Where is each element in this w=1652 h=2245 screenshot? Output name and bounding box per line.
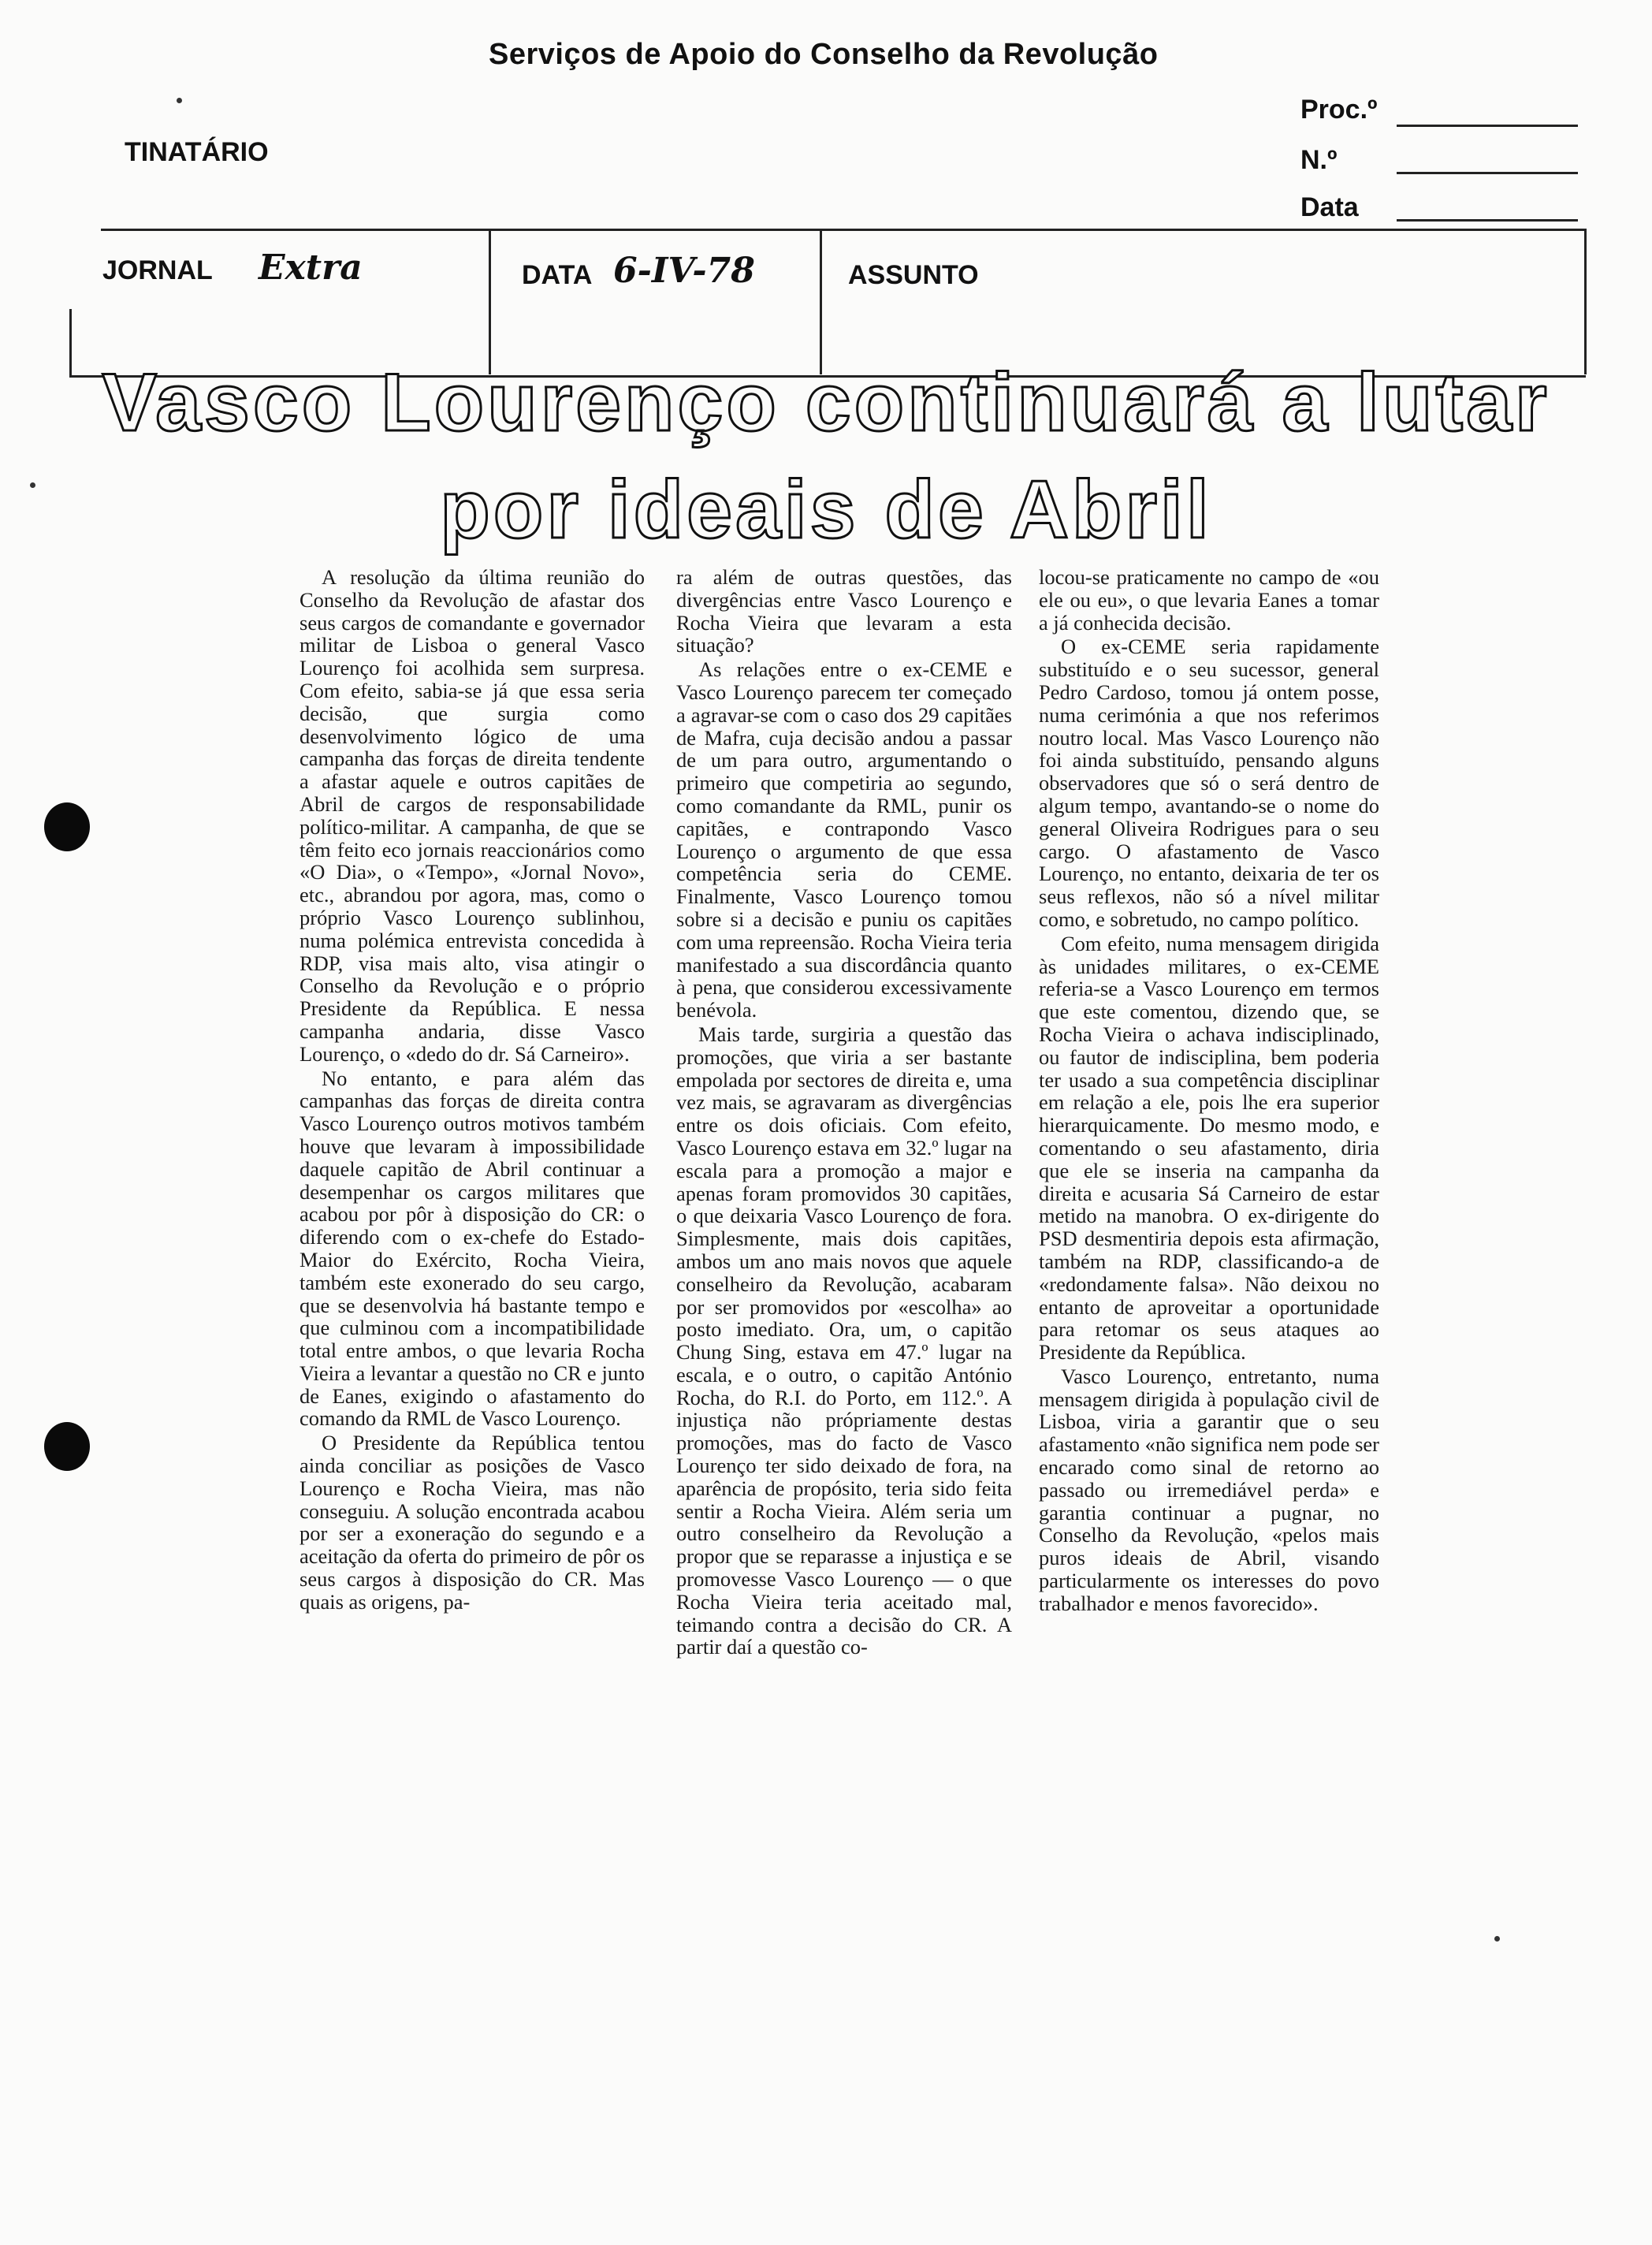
- form-divider-2: [820, 229, 822, 374]
- form-divider-1: [489, 229, 491, 374]
- col1-paragraph-1: A resolução da última reunião do Conselho da Revolução de afastar dos seus cargos de comandante e governador militar de Lisboa o general Vasco Lourenço foi acolhida sem surpresa. Com efeito, sabia-se já que essa seria decisão, que surgia como desenvolvimento lógico de uma campanha das forças de direita tendente a afastar aquele e outros capitães de Abril de cargos de responsabilidade político-militar. A campanha, de que se têm feito eco jornais reaccionários como «O Dia», o «Tempo», «Jornal Novo», etc., abrandou por agora, mas, como o próprio Vasco Lourenço sublinhou, numa polémica entrevista concedida à RDP, visa mais alto, visa atingir o Conselho da Revolução e o próprio Presidente da República. E nessa campanha andaria, disse Vasco Lourenço, o «dedo do dr. Sá Carneiro».: [300, 565, 645, 1066]
- col1-paragraph-2: No entanto, e para além das campanhas das forças de direita contra Vasco Lourenço outros motivos também houve que levaram à impossibilidade daquele capitão de Abril continuar a desempenhar os cargos militares que acabou por pôr à disposição do CR: o diferendo com o ex-chefe do Estado-Maior do Exército, Rocha Vieira, também este exonerado do seu cargo, que se desenvolvia há bastante tempo e que culminou com a incompatibilidade total entre ambos, o que levaria Rocha Vieira a levantar a questão no CR e junto de Eanes, exigindo o afastamento do comando da RML de Vasco Lourenço.: [300, 1066, 645, 1431]
- destinatario-label: TINATÁRIO: [125, 137, 269, 167]
- col2-paragraph-3: Mais tarde, surgiria a questão das promoções, que viria a ser bastante empolada por sectores de direita e, uma vez mais, se agravaram as divergências entre os dois oficiais. Com efeito, Vasco Lourenço estava em 32.º lugar na escala para a promoção a major e apenas foram promovidos 30 capitães, o que deixaria Vasco Lourenço de fora. Simplesmente, mais dois capitães, ambos um ano mais novos que aquele conselheiro da Revolução, acabaram por ser promovidos por «escolha» ao posto imediato. Ora, um, o capitão Chung Sing, estava em 47.º lugar na escala, e o outro, o capitão António Rocha, do R.I. do Porto, em 112.º. A injustiça não própriamente destas promoções, mas do facto de Vasco Lourenço ter sido deixado de fora, na aparência de propósito, teria sido feita sentir a Rocha Vieira. Além seria um outro conselheiro da Revolução a propor que se reparasse a injustiça e se promovesse Vasco Lourenço — o que Rocha Vieira teria aceitado mal, teimando contra a decisão do CR. A partir daí a questão co-: [676, 1022, 1012, 1659]
- speck: [1494, 1936, 1500, 1942]
- article-column-3: [1039, 566, 1379, 1617]
- col2-paragraph-2: As relações entre o ex-CEME e Vasco Lourenço parecem ter começado a agravar-se com o caso dos 29 capitães de Mafra, cuja decisão andou a passar de um para outro, argumentando o primeiro que competiria ao segundo, como comandante da RML, punir os capitães, e contrapondo Vasco Lourenço o argumento de que essa competência seria do CEME. Finalmente, Vasco Lourenço tomou sobre si a decisão e puniu os capitães com uma repreensão. Rocha Vieira teria manifestado a sua discordância quanto à pena, que considerou excessivamente benévola.: [676, 657, 1012, 1022]
- proc-label: Proc.º: [1300, 95, 1378, 125]
- proc-line: [1397, 125, 1578, 127]
- office-title: Serviços de Apoio do Conselho da Revolução: [489, 38, 1159, 71]
- form-divider-3: [1584, 229, 1587, 374]
- headline-line2: por ideais de Abril: [440, 464, 1212, 556]
- data-meta-line: [1397, 219, 1578, 222]
- col3-paragraph-2: O ex-CEME seria rapidamente substituído e o seu sucessor, general Pedro Cardoso, tomou já ontem posse, numa cerimónia a que nos referimos noutro local. Mas Vasco Lourenço não foi ainda substituído, pensando alguns observadores que só o será dentro de algum tempo, avantando-se o nome do general Oliveira Rodrigues para o seu cargo. O afastamento de Vasco Lourenço, no entanto, deixaria de ter os seus reflexos, não só a nível militar como, e sobretudo, no campo político.: [1039, 635, 1379, 931]
- numero-line: [1397, 172, 1578, 174]
- assunto-label: ASSUNTO: [848, 260, 979, 290]
- headline-line1: Vasco Lourenço continuará a lutar: [102, 357, 1550, 449]
- col2-paragraph-1: ra além de outras questões, das divergências entre Vasco Lourenço e Rocha Vieira que levaram a esta situação?: [676, 565, 1012, 657]
- jornal-label: JORNAL: [102, 255, 213, 285]
- col1-paragraph-3: O Presidente da República tentou ainda conciliar as posições de Vasco Lourenço e Rocha Vieira, mas não conseguiu. A solução encontrada acabou por ser a exoneração do segundo e a aceitação da oferta do primeiro de pôr os seus cargos à disposição do CR. Mas quais as origens, pa-: [300, 1431, 645, 1614]
- speck: [30, 482, 35, 488]
- article-column-1: [300, 566, 645, 1615]
- data-meta-label: Data: [1300, 192, 1359, 222]
- data-label: DATA: [522, 260, 593, 290]
- numero-label: N.º: [1300, 145, 1338, 175]
- form-top-rule: [101, 229, 1586, 231]
- punch-hole-top: [44, 802, 90, 851]
- col3-paragraph-3: Com efeito, numa mensagem dirigida às unidades militares, o ex-CEME referia-se a Vasco Lourenço em termos que este comentou, dizendo que, se Rocha Vieira o achava indisciplinado, ou fautor de indisciplina, bem poderia ter usado a sua competência disciplinar em relação a ele, pois lhe era superior hierarquicamente. Do mesmo modo, e comentando o seu afastamento, diria que ele se inseria na campanha da direita e acusaria Sá Carneiro de estar metido na manobra. O ex-dirigente do PSD desmentiria depois esta afirmação, também na RDP, classificando-a de «redondamente falsa». Não deixou no entanto de aproveitar a oportunidade para retomar os seus ataques ao Presidente da República.: [1039, 931, 1379, 1364]
- article-column-2: [676, 566, 1012, 1660]
- punch-hole-bottom: [44, 1422, 90, 1471]
- col3-paragraph-1: locou-se praticamente no campo de «ou ele ou eu», o que levaria Eanes a tomar a já conhecida decisão.: [1039, 565, 1379, 635]
- speck: [177, 98, 182, 103]
- data-value: 6-IV-78: [613, 251, 755, 291]
- col3-paragraph-4: Vasco Lourenço, entretanto, numa mensagem dirigida à população civil de Lisboa, viria a garantir que o seu afastamento «não significa nem pode ser encarado como sinal de retorno ao passado ou irremediável perda» e garantia continuar a pugnar, no Conselho da Revolução, «pelos mais puros ideais de Abril, visando particularmente os interesses do povo trabalhador e menos favorecido».: [1039, 1364, 1379, 1615]
- jornal-value: Extra: [259, 248, 363, 288]
